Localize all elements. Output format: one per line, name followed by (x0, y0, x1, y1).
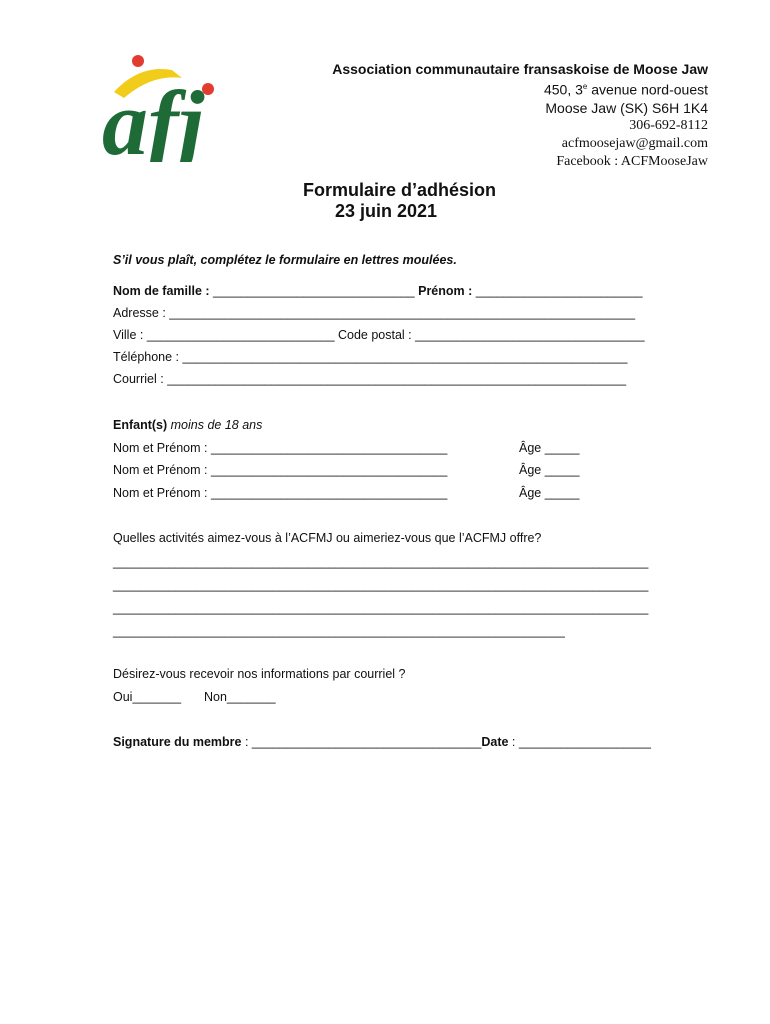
address-label: Adresse : (113, 306, 166, 320)
phone-field[interactable]: ________________________________________________________________ (179, 350, 628, 364)
first-name-label: Prénom : (418, 284, 473, 298)
child-age (519, 463, 579, 477)
last-name-field[interactable]: _____________________________ (209, 284, 419, 298)
age-label: Âge (519, 441, 542, 455)
child-row (113, 486, 447, 500)
email-question: Désirez-vous recevoir nos informations par courriel ? (113, 667, 406, 681)
email-label: Courriel : (113, 372, 164, 386)
age-field[interactable]: _____ (541, 463, 580, 477)
email-link[interactable]: acfmoosejaw@gmail.com (561, 135, 708, 151)
age-field[interactable]: _____ (541, 441, 580, 455)
activity-line[interactable]: _____________________________________________________________________________ (113, 555, 649, 569)
activity-line[interactable]: _____________________________________________________________________________ (113, 601, 649, 615)
child-name-label: Nom et Prénom : (113, 486, 208, 500)
email-row (113, 372, 626, 386)
last-name-label: Nom de famille : (113, 284, 210, 298)
non-option[interactable]: Non_______ (204, 690, 276, 704)
org-header (332, 60, 708, 171)
children-label: Enfant(s) (113, 418, 168, 432)
child-name-field[interactable]: __________________________________ (207, 463, 448, 477)
facebook: Facebook : ACFMooseJaw (556, 153, 708, 169)
form-date: 23 juin 2021 (335, 201, 438, 221)
phone-label: Téléphone : (113, 350, 180, 364)
signature-field[interactable]: : _________________________________ (241, 735, 482, 749)
instructions: S’il vous plaît, complétez le formulaire en lettres moulées. (113, 253, 457, 267)
date-label: Date (481, 735, 509, 749)
postal-label: Code postal : (338, 328, 412, 342)
address-row (113, 306, 635, 320)
first-name-field[interactable]: ________________________ (472, 284, 643, 298)
address-line-1: 450, 3e avenue nord-ouest (543, 81, 708, 98)
activities-question: Quelles activités aimez-vous à l’ACFMJ ou aimeriez-vous que l’ACFMJ offre? (113, 531, 542, 545)
activity-line[interactable]: _________________________________________________________________ (113, 624, 565, 638)
age-label: Âge (519, 486, 542, 500)
child-name-field[interactable]: __________________________________ (207, 441, 448, 455)
form-title (303, 180, 496, 222)
postal-field[interactable]: _________________________________ (411, 328, 645, 342)
children-note: moins de 18 ans (167, 418, 263, 432)
city-row (113, 328, 645, 342)
phone-row (113, 350, 627, 364)
last-name-row (113, 284, 643, 298)
title-text: Formulaire d’adhésion (303, 180, 497, 200)
org-name: Association communautaire fransaskoise de Moose Jaw (332, 61, 708, 77)
address-line-2: Moose Jaw (SK) S6H 1K4 (545, 99, 708, 116)
child-row (113, 441, 447, 455)
age-field[interactable]: _____ (541, 486, 580, 500)
address-field[interactable]: ___________________________________________________________________ (165, 306, 636, 320)
child-name-label: Nom et Prénom : (113, 441, 208, 455)
city-field[interactable]: ___________________________ (143, 328, 338, 342)
child-row (113, 463, 447, 477)
logo-graphic (100, 52, 230, 162)
child-age (519, 486, 579, 500)
child-age (519, 441, 579, 455)
child-name-label: Nom et Prénom : (113, 463, 208, 477)
activity-line[interactable]: _____________________________________________________________________________ (113, 578, 649, 592)
acfmj-logo (100, 52, 230, 162)
child-name-field[interactable]: __________________________________ (207, 486, 448, 500)
phone: 306-692-8112 (629, 117, 708, 133)
age-label: Âge (519, 463, 542, 477)
signature-row (113, 735, 651, 749)
date-field[interactable]: : ___________________ (508, 735, 651, 749)
email-field[interactable]: __________________________________________________________________ (163, 372, 627, 386)
children-heading (113, 418, 262, 432)
logo-text: afj (102, 72, 205, 162)
signature-label: Signature du membre (113, 735, 242, 749)
city-label: Ville : (113, 328, 144, 342)
oui-option[interactable]: Oui_______ (113, 690, 182, 704)
